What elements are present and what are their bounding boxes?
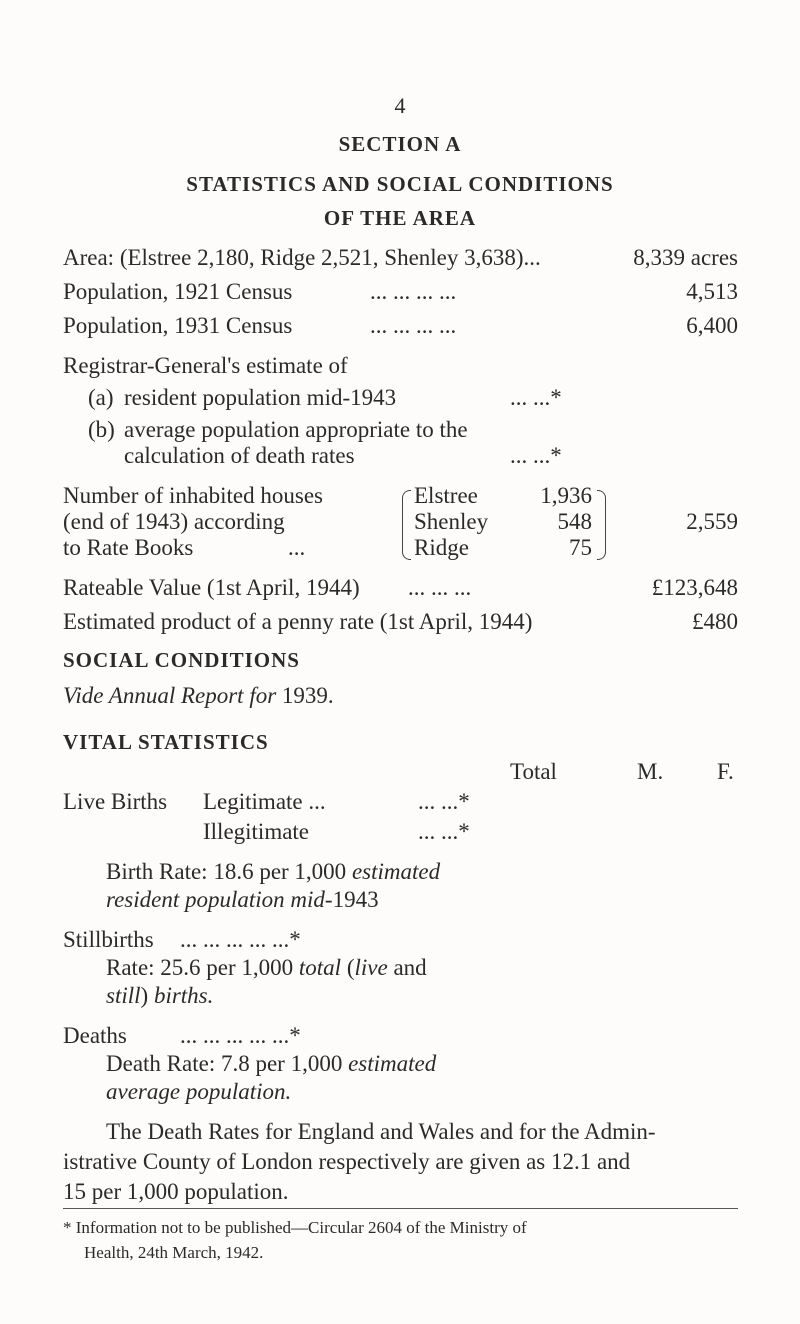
death-rate-italic2: average population.	[106, 1079, 292, 1104]
section-title: SECTION A	[338, 132, 462, 156]
population-1931-dots: ... ... ... ...	[370, 313, 457, 338]
houses-line3: to Rate Books	[63, 535, 194, 560]
town-shenley-name: Shenley	[414, 509, 489, 534]
population-1931-value: 6,400	[686, 313, 738, 338]
still-rate-line2	[106, 982, 213, 1010]
registrar-a-marker: (a)	[88, 385, 114, 410]
birth-rate-italic2: resident population mid-	[106, 887, 333, 912]
social-reference	[63, 682, 334, 710]
still-rate-italic2: live	[354, 955, 388, 980]
birth-rate-year: 1943	[332, 887, 379, 912]
houses-line3-dots: ...	[288, 535, 306, 560]
column-total: Total	[510, 759, 557, 784]
town-elstree-name: Elstree	[414, 483, 478, 508]
live-births-label: Live Births	[63, 789, 168, 814]
death-rate-text: Death Rate: 7.8 per 1,000	[106, 1051, 343, 1076]
still-rate-close: )	[140, 983, 149, 1008]
registrar-heading: Registrar-General's estimate of	[63, 353, 348, 378]
illegitimate-label: Illegitimate	[203, 819, 310, 844]
houses-line1: Number of inhabited houses	[63, 483, 323, 508]
registrar-b-line2: calculation of death rates	[124, 443, 355, 468]
rateable-label: Rateable Value (1st April, 1944)	[63, 575, 360, 600]
social-heading: SOCIAL CONDITIONS	[63, 648, 300, 672]
death-rate-italic1: estimated	[348, 1051, 437, 1076]
registrar-b-dots: ... ...*	[510, 443, 562, 468]
deaths-dots: ... ... ... ... ...*	[180, 1023, 301, 1048]
town-ridge-count: 75	[569, 535, 592, 560]
birth-rate-line2	[106, 886, 379, 914]
houses-line2: (end of 1943) according	[63, 509, 285, 534]
death-rate-line2	[106, 1078, 291, 1106]
comparison-line3: 15 per 1,000 population.	[63, 1179, 289, 1204]
population-1921-value: 4,513	[686, 279, 738, 304]
still-rate-open: (	[346, 955, 355, 980]
registrar-b-line1: average population appropriate to the	[124, 417, 468, 442]
houses-total: 2,559	[686, 509, 738, 534]
still-rate-and: and	[393, 955, 427, 980]
page-number: 4	[394, 93, 406, 118]
registrar-a-text: resident population mid-1943	[124, 385, 397, 410]
vital-heading: VITAL STATISTICS	[63, 730, 269, 754]
population-1921-label: Population, 1921 Census	[63, 279, 293, 304]
still-rate-line1	[106, 954, 427, 982]
penny-value: £480	[692, 609, 738, 634]
birth-rate-text: Birth Rate: 18.6 per 1,000	[106, 859, 347, 884]
still-rate-italic3: still	[106, 983, 141, 1008]
area-label: Area: (Elstree 2,180, Ridge 2,521, Shenley 3,638)...	[63, 245, 541, 270]
registrar-a-dots: ... ...*	[510, 385, 562, 410]
population-1921-dots: ... ... ... ...	[370, 279, 457, 304]
rateable-dots: ... ... ...	[408, 575, 472, 600]
area-value: 8,339 acres	[633, 245, 738, 270]
population-1931-label: Population, 1931 Census	[63, 313, 293, 338]
town-shenley-count: 548	[557, 509, 592, 534]
footnote-rule	[63, 1208, 738, 1209]
comparison-line1: The Death Rates for England and Wales and for the Admin-	[106, 1119, 656, 1144]
birth-rate-line1	[106, 858, 440, 886]
stillbirths-dots: ... ... ... ... ...*	[180, 927, 301, 952]
legitimate-label: Legitimate ...	[203, 789, 326, 814]
social-reference-year: 1939.	[281, 683, 334, 708]
still-rate-italic4: births.	[153, 983, 214, 1008]
footnote-line1: * Information not to be published—Circular 2604 of the Ministry of	[63, 1218, 527, 1237]
death-rate-line1	[106, 1050, 436, 1078]
still-rate-italic1: total	[298, 955, 342, 980]
footnote-line2: Health, 24th March, 1942.	[84, 1243, 264, 1262]
column-female: F.	[717, 759, 734, 784]
still-rate-text: Rate: 25.6 per 1,000	[106, 955, 294, 980]
deaths-label: Deaths	[63, 1023, 127, 1048]
comparison-line2: istrative County of London respectively are given as 12.1 and	[63, 1149, 631, 1174]
stillbirths-label: Stillbirths	[63, 927, 154, 952]
section-subtitle-line2: OF THE AREA	[323, 206, 477, 230]
town-ridge-name: Ridge	[414, 535, 469, 560]
right-brace	[597, 490, 606, 560]
section-subtitle-line1: STATISTICS AND SOCIAL CONDITIONS	[186, 172, 614, 196]
column-male: M.	[637, 759, 664, 784]
registrar-b-marker: (b)	[88, 417, 115, 442]
town-elstree-count: 1,936	[540, 483, 592, 508]
birth-rate-italic1: estimated	[351, 859, 441, 884]
social-reference-italic: Vide Annual Report for	[63, 683, 277, 708]
illegitimate-dots: ... ...*	[418, 819, 470, 844]
rateable-value: £123,648	[651, 575, 738, 600]
penny-label: Estimated product of a penny rate (1st April, 1944)	[63, 609, 533, 634]
left-brace	[402, 490, 411, 560]
legitimate-dots: ... ...*	[418, 789, 470, 814]
